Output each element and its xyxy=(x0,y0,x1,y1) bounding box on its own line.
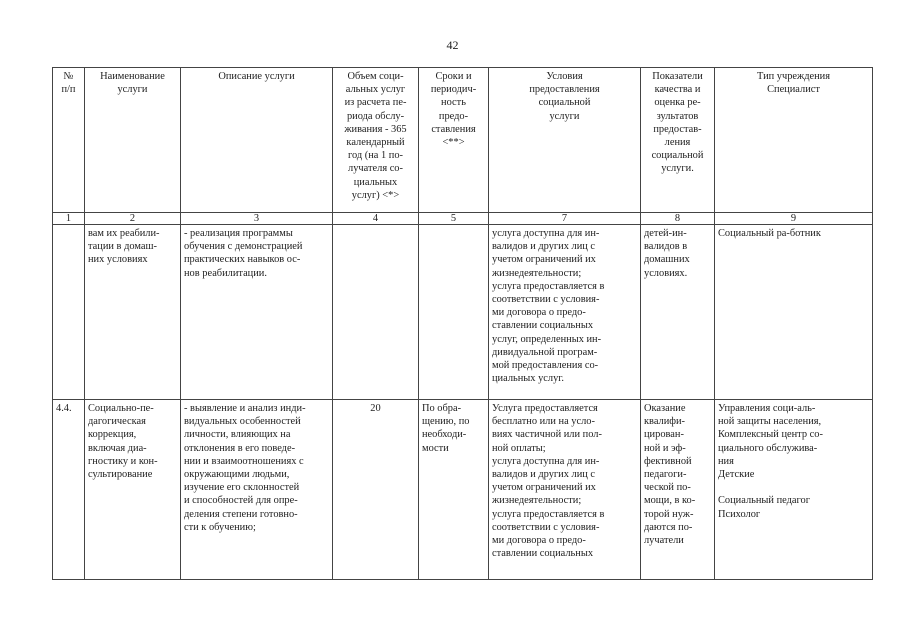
header-name: Наименование услуги xyxy=(85,68,181,213)
service-conditions: Услуга предоставляется бесплатно или на усло- виях частичной или пол- ной оплаты; услуга доступна для ин- валидов и других лиц с учетом ограничений их жизнедеятельности; услуга предоставляется в соответствии с условия- ми договора о предо- ставлении социальных xyxy=(489,400,641,580)
column-number-row xyxy=(53,213,873,225)
header-quality: Показатели качества и оценка ре- зультатов предостав- ления социальной услуги. xyxy=(641,68,715,213)
column-number: 9 xyxy=(715,213,873,225)
service-terms xyxy=(419,225,489,400)
table-header-row xyxy=(53,68,873,213)
header-description: Описание услуги xyxy=(181,68,333,213)
row-num: 4.4. xyxy=(53,400,85,580)
page-number: 42 xyxy=(446,38,459,52)
service-name: вам их реабили- тации в домаш- них условиях xyxy=(85,225,181,400)
service-terms: По обра- щению, по необходи- мости xyxy=(419,400,489,580)
services-table xyxy=(52,67,873,580)
service-volume xyxy=(333,225,419,400)
column-number: 8 xyxy=(641,213,715,225)
column-number: 2 xyxy=(85,213,181,225)
header-volume: Объем соци- альных услуг из расчета пе- риода обслу- живания - 365 календарный год (на 1 по- лучателя со- циальных услуг) <*> xyxy=(333,68,419,213)
header-conditions: Условия предоставления социальной услуги xyxy=(489,68,641,213)
service-quality: Оказание квалифи- цирован- ной и эф- фективной педагоги- ческой по- мощи, в ко- торой нуж- даются по- лучатели xyxy=(641,400,715,580)
service-institution: Управления соци-аль- ной защиты населения, Комплексный центр со- циального обслужива- ния Детские Социальный педагог Психолог xyxy=(715,400,873,580)
service-institution: Социальный ра-ботник xyxy=(715,225,873,400)
service-description: - выявление и анализ инди- видуальных особенностей личности, влияющих на отклонения в его поведе- нии и взаимоотношениях с окружающими людьми, изучение его склонностей и способностей для опре- деления степени готовно- сти к обучению; xyxy=(181,400,333,580)
service-quality: детей-ин- валидов в домашних условиях. xyxy=(641,225,715,400)
service-conditions: услуга доступна для ин- валидов и других лиц с учетом ограничений их жизнедеятельности; услуга предоставляется в соответствии с условия- ми договора о предо- ставлении социальных услуг, определенных ин- дивидуальной програм- мой предоставления со- циальных услуг. xyxy=(489,225,641,400)
service-volume: 20 xyxy=(333,400,419,580)
column-number: 4 xyxy=(333,213,419,225)
column-number: 7 xyxy=(489,213,641,225)
column-number: 1 xyxy=(53,213,85,225)
service-description: - реализация программы обучения с демонстрацией практических навыков ос- нов реабилитации. xyxy=(181,225,333,400)
column-number: 5 xyxy=(419,213,489,225)
table-row xyxy=(53,225,873,400)
header-terms: Сроки и периодич- ность предо- ставления <**> xyxy=(419,68,489,213)
table-row xyxy=(53,400,873,580)
header-institution: Тип учреждения Специалист xyxy=(715,68,873,213)
service-name: Социально-пе- дагогическая коррекция, включая диа- гностику и кон- сультирование xyxy=(85,400,181,580)
column-number: 3 xyxy=(181,213,333,225)
header-num: № п/п xyxy=(53,68,85,213)
row-num xyxy=(53,225,85,400)
